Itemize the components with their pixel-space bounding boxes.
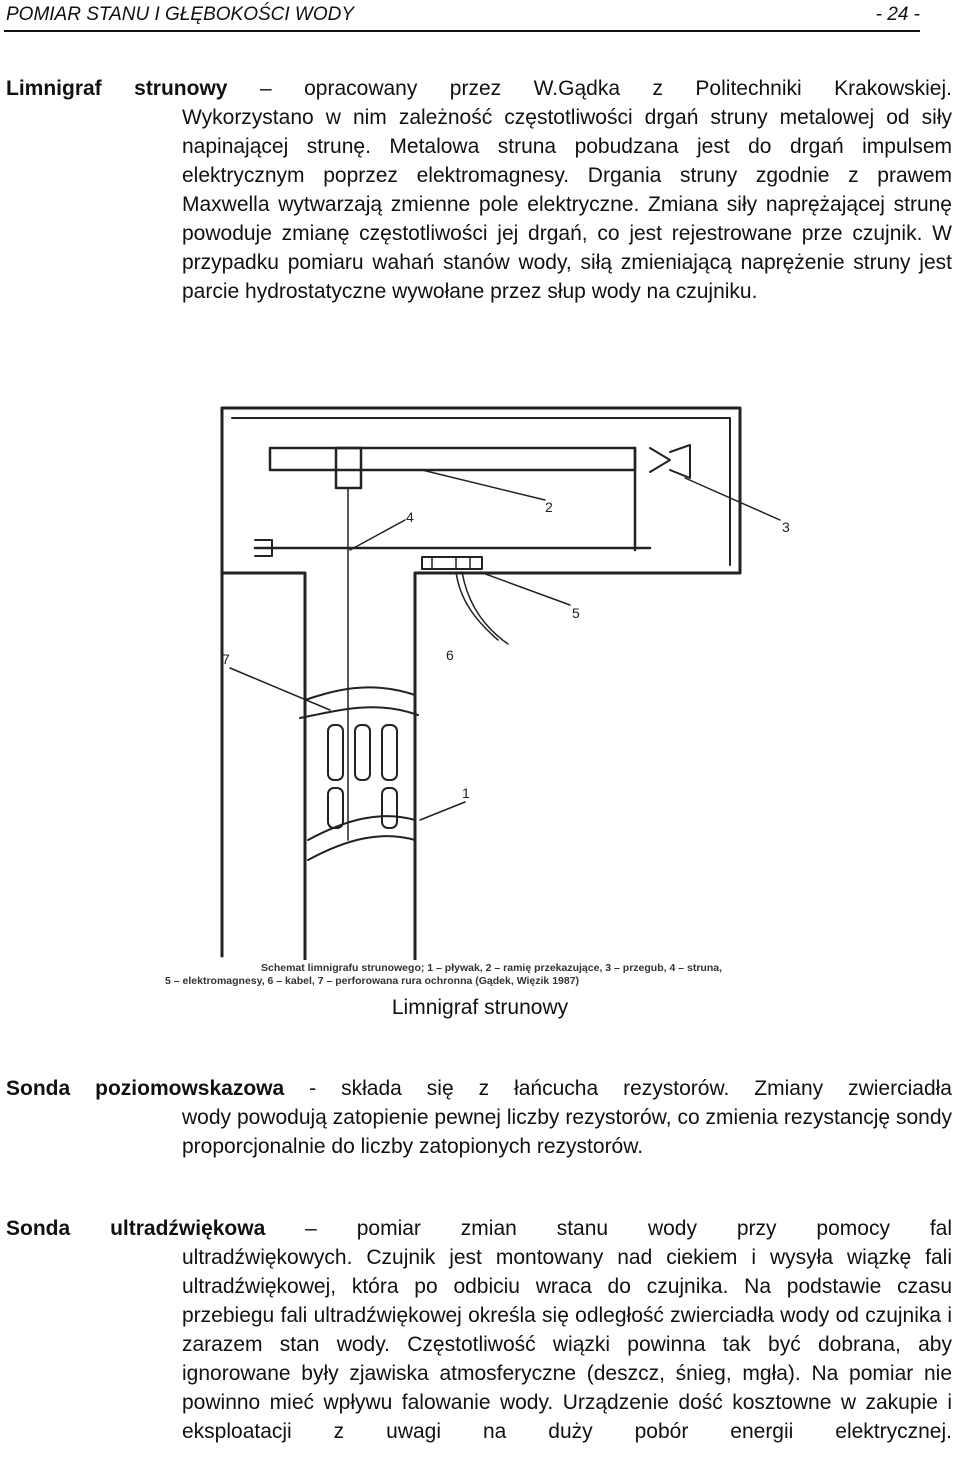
label-4: 4	[406, 509, 414, 525]
paragraph-lead-line	[6, 1074, 952, 1103]
paragraph-sonda-ultradzwiekowa	[6, 1214, 952, 1446]
label-7: 7	[222, 651, 230, 667]
term-sonda-poziomowskazowa: Sonda poziomowskazowa	[6, 1077, 285, 1100]
paragraph-body: wody powodują zatopienie pewnej liczby rezystorów, co zmienia rezystancję sondy proporcjonalnie do liczby zatopionych rezystorów.	[182, 1106, 952, 1158]
label-1: 1	[462, 785, 470, 801]
label-3: 3	[782, 519, 790, 535]
housing-inner	[232, 418, 730, 565]
dash: –	[305, 1217, 317, 1240]
paragraph-body: ultradźwiękowych. Czujnik jest montowany nad ciekiem i wysyła wiązkę fali ultradźwiękowej, która po odbiciu wraca do czujnika. Na podstawie czasu przebiegu fali ultradźwiękowej określa się odległość zwierciadła wody od czujnika i zarazem stan wody. Częstotliwość wiązki powinna tak być dobrana, aby ignorowane były zjawiska atmosferyczne (deszcz, śnieg, mgła). Na pomiar nie powinno mieć wpływu falowanie wody. Urządzenie dość kosztowne w zakupie i eksploatacji z uwagi na duży pobór energii elektrycznej.	[182, 1246, 952, 1443]
term-sonda: Sonda	[6, 1217, 71, 1240]
paragraph-lead-line	[6, 74, 952, 103]
leader-2	[422, 470, 545, 500]
leader-5	[480, 572, 570, 605]
paragraph-sonda-poziomowskazowa	[6, 1074, 952, 1161]
header-rule	[4, 30, 920, 32]
label-6: 6	[446, 647, 454, 663]
paragraph-limnigraf	[6, 74, 952, 306]
perforated-tube	[300, 687, 418, 718]
caption-line-1: Schemat limnigrafu strunowego; 1 – pływak, 2 – ramię przekazujące, 3 – przegub, 4 – struna,	[261, 962, 722, 974]
page-number: - 24 -	[875, 4, 920, 25]
figure-title: Limnigraf strunowy	[391, 996, 569, 1019]
paragraph-lead-line	[6, 1214, 952, 1243]
leader-3	[685, 478, 780, 520]
electromagnets	[422, 557, 482, 569]
hinge	[650, 445, 690, 478]
transfer-arm	[270, 448, 635, 470]
limnigraph-diagram	[160, 400, 800, 1000]
figure-source-caption	[165, 962, 805, 988]
label-2: 2	[545, 499, 553, 515]
housing-outline	[222, 408, 740, 960]
term-ultradzwiekowa: ultradźwiękowa	[110, 1217, 266, 1240]
lead-text: opracowany przez W.Gądka z Politechniki Krakowskiej.	[304, 77, 952, 100]
page-header	[6, 2, 920, 28]
paragraph-body: Wykorzystano w nim zależność częstotliwości drgań struny metalowej od siły napinającej strunę. Metalowa struna pobudzana jest do drgań impulsem elektrycznym poprzez elektromagnesy. Drgania struny zgodnie z prawem Maxwella wytwarzają zmienne pole elektryczne. Zmiana siły naprężającej strunę powoduje zmianę częstotliwości jej drgań, co jest rejestrowane prze czujnik. W przypadku pomiaru wahań stanów wody, siłą zmieniającą naprężenie struny jest parcie hydrostatyczne wywołane przez słup wody na czujniku.	[182, 106, 952, 303]
lead-text: - składa się z łańcucha rezystorów. Zmiany zwierciadła	[309, 1077, 952, 1100]
term-limnigraf-strunowy: Limnigraf strunowy	[6, 77, 228, 100]
cable	[456, 572, 508, 644]
leader-4	[350, 520, 405, 550]
leader-7	[230, 668, 330, 710]
header-title: POMIAR STANU I GŁĘBOKOŚCI WODY	[6, 4, 355, 25]
caption-line-2: 5 – elektromagnesy, 6 – kabel, 7 – perforowana rura ochronna (Gądek, Więzik 1987)	[165, 975, 580, 987]
label-5: 5	[572, 605, 580, 621]
string-clamp	[336, 448, 361, 488]
lead-text: pomiar zmian stanu wody przy pomocy fal	[356, 1217, 952, 1240]
float	[328, 725, 343, 780]
dash: –	[259, 77, 272, 100]
leader-1	[420, 802, 465, 820]
